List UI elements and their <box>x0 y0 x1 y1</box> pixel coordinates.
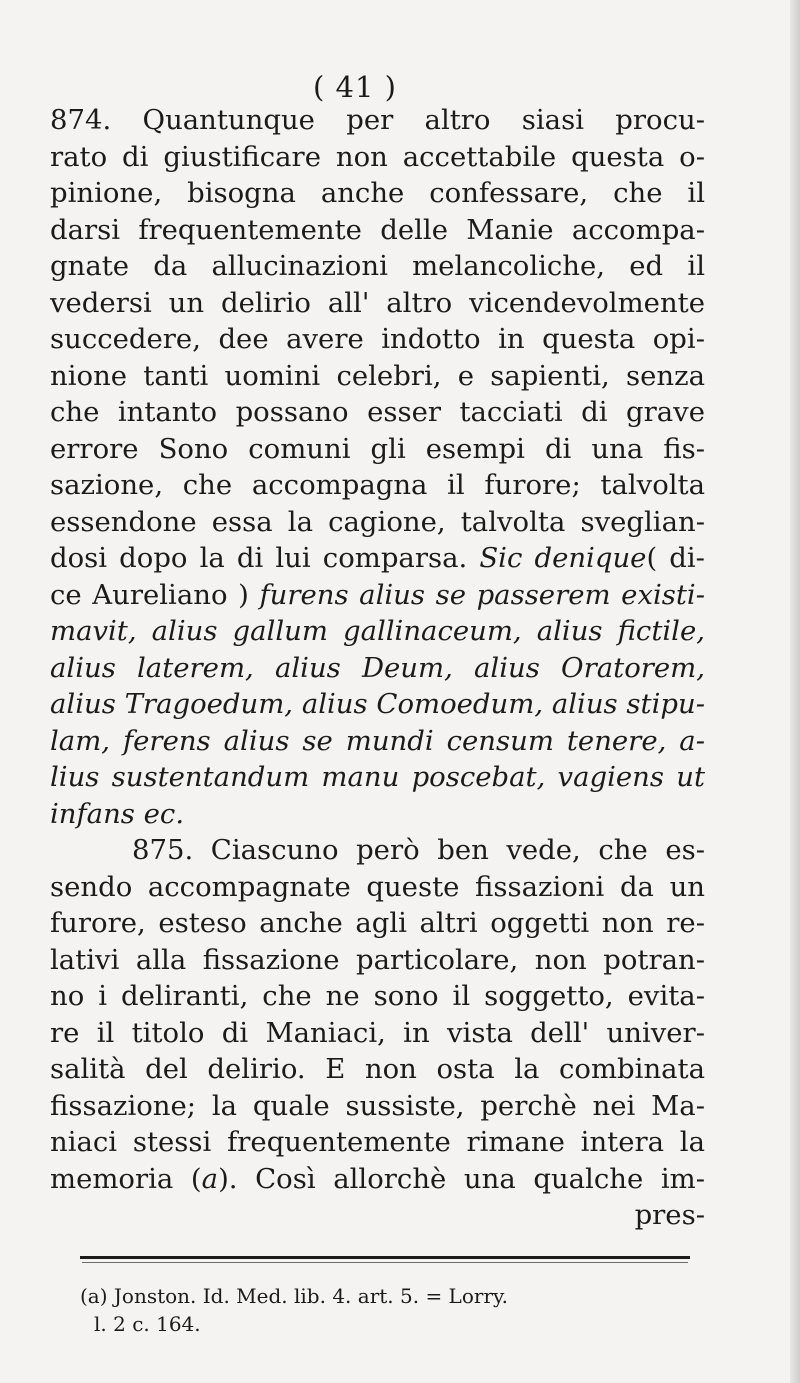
text-line <box>50 394 705 431</box>
text-line <box>50 248 705 285</box>
text-line <box>50 431 705 468</box>
text-line <box>50 1161 705 1198</box>
italic-text-segment: alius Tragoedum, alius Comoedum, alius stipu- <box>50 688 705 720</box>
text-line <box>50 358 705 395</box>
text-line <box>50 467 705 504</box>
footnote-separator-rule <box>80 1256 690 1259</box>
text-line <box>50 504 705 541</box>
italic-text-segment: furens alius se passerem existi- <box>259 578 706 611</box>
text-segment: vedersi un delirio all' altro vicendevolmente <box>50 286 705 319</box>
text-line <box>50 175 705 212</box>
text-segment: essendone essa la cagione, talvolta sveglian- <box>50 505 705 538</box>
text-line <box>50 796 705 833</box>
text-segment: memoria ( <box>50 1162 202 1195</box>
text-line <box>50 139 705 176</box>
footnote-line-1: (a) Jonston. Id. Med. lib. 4. art. 5. = Lorry. <box>80 1284 508 1308</box>
text-line <box>50 650 705 687</box>
page-number: ( 41 ) <box>313 70 397 104</box>
text-line <box>50 1124 705 1161</box>
italic-text-segment: Sic denique <box>479 542 647 574</box>
body-text <box>50 102 705 1234</box>
text-line <box>50 942 705 979</box>
text-line <box>50 577 705 614</box>
text-line <box>50 1015 705 1052</box>
text-line <box>50 832 705 869</box>
text-segment: rato di giustificare non accettabile questa o- <box>50 140 705 173</box>
text-segment: pinione, bisogna anche confessare, che il <box>50 177 705 209</box>
text-segment: darsi frequentemente delle Manie accompa- <box>50 213 705 246</box>
text-segment: furore, esteso anche agli altri oggetti non re- <box>50 907 705 939</box>
italic-text-segment: mavit, alius gallum gallinaceum, alius fictile, <box>50 615 705 647</box>
text-segment: gnate da allucinazioni melancoliche, ed il <box>50 250 705 282</box>
text-segment: sendo accompagnate queste fissazioni da un <box>50 870 705 903</box>
text-line <box>50 321 705 358</box>
text-line <box>50 613 705 650</box>
text-line <box>50 102 705 139</box>
text-line <box>50 285 705 322</box>
italic-text-segment: a <box>201 1162 219 1195</box>
text-line <box>50 759 705 796</box>
italic-text-segment: lius sustentandum manu poscebat, vagiens ut <box>50 761 705 793</box>
text-segment: re il titolo di Maniaci, in vista dell' univer- <box>50 1016 705 1049</box>
footnote-separator-rule-thin <box>82 1262 688 1263</box>
text-segment: succedere, dee avere indotto in questa opi- <box>50 323 705 355</box>
text-segment: nione tanti uomini celebri, e sapienti, senza <box>50 359 705 392</box>
text-line <box>50 905 705 942</box>
page-edge-shadow <box>790 0 800 1383</box>
italic-text-segment: alius laterem, alius Deum, alius Oratorem, <box>50 651 705 684</box>
footnote <box>80 1282 600 1338</box>
text-segment: 875. Ciascuno però ben vede, che es- <box>132 834 705 866</box>
text-segment: ). Così allorchè una qualche im- <box>218 1162 705 1195</box>
text-line <box>50 1051 705 1088</box>
text-segment: lativi alla fissazione particolare, non potran- <box>50 943 705 976</box>
text-segment: 874. Quantunque per altro siasi procu- <box>50 104 705 136</box>
text-line <box>50 1088 705 1125</box>
text-line <box>50 723 705 760</box>
text-segment: errore Sono comuni gli esempi di una fis- <box>50 432 705 465</box>
italic-text-segment: infans ec. <box>50 797 185 830</box>
text-segment: salità del delirio. E non osta la combinata <box>50 1053 705 1085</box>
text-line <box>50 686 705 723</box>
text-line <box>50 1197 705 1234</box>
text-segment: dosi dopo la di lui comparsa. <box>50 542 480 574</box>
text-segment: no i deliranti, che ne sono il soggetto, evita- <box>50 980 705 1012</box>
text-line <box>50 212 705 249</box>
text-line <box>50 540 705 577</box>
text-segment: niaci stessi frequentemente rimane intera la <box>50 1126 705 1158</box>
text-segment: ce Aureliano ) <box>50 578 260 611</box>
text-line <box>50 869 705 906</box>
text-segment: sazione, che accompagna il furore; talvolta <box>50 469 705 501</box>
text-segment: che intanto possano esser tacciati di grave <box>50 396 705 428</box>
footnote-line-2: l. 2 c. 164. <box>94 1312 201 1336</box>
text-line <box>50 978 705 1015</box>
text-segment: fissazione; la quale sussiste, perchè nei Ma- <box>50 1089 705 1122</box>
text-segment: pres- <box>634 1199 705 1231</box>
text-segment: ( di- <box>646 542 705 574</box>
italic-text-segment: lam, ferens alius se mundi censum tenere, a- <box>50 724 705 757</box>
